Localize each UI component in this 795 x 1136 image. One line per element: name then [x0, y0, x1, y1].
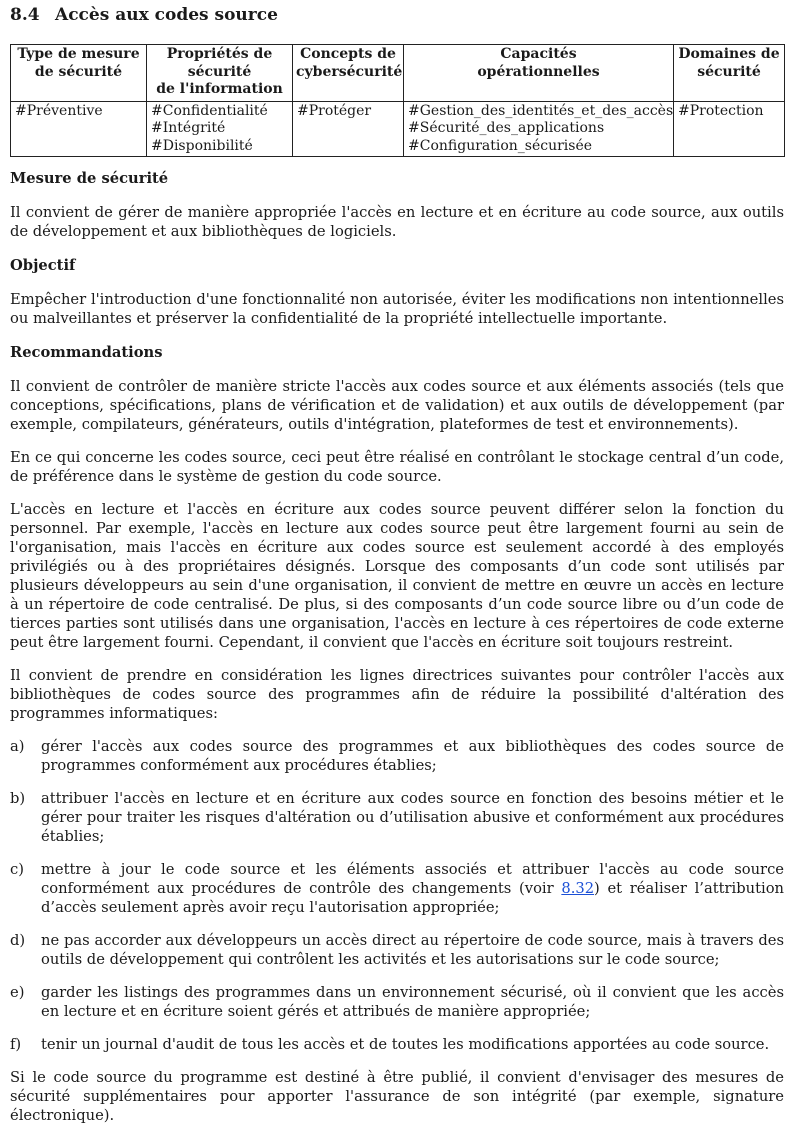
list-item — [10, 1035, 784, 1054]
list-marker: c) — [10, 861, 24, 878]
list-item-text: mettre à jour le code source et les éléments associés et attribuer l'accès au code source conformément aux procédures de contrôle des changements (voir 8.32) et réaliser l’attribution d’accès seulement après avoir reçu l'autorisation appropriée; — [41, 861, 784, 916]
list-item-text: tenir un journal d'audit de tous les accès et de toutes les modifications apportées au code source. — [41, 1036, 770, 1053]
header-security-properties: Propriétés de sécurité de l'information — [147, 45, 293, 102]
list-item — [10, 789, 784, 846]
objectif-text: Empêcher l'introduction d'une fonctionnalité non autorisée, éviter les modifications non intentionnelles ou malveillantes et préserver la confidentialité de la propriété intellectuelle importante. — [10, 291, 784, 327]
list-item-text: ne pas accorder aux développeurs un accès direct au répertoire de code source, mais à travers des outils de développement qui contrôlent les activités et les autorisations sur le code source; — [41, 932, 784, 968]
objectif-heading: Objectif — [10, 257, 76, 274]
list-marker: f) — [10, 1036, 22, 1053]
section-title: Accès aux codes source — [55, 5, 278, 25]
list-marker: e) — [10, 984, 25, 1001]
cell-control-type: #Préventive — [11, 101, 147, 157]
recommandations-paragraph: En ce qui concerne les codes source, ceci peut être réalisé en contrôlant le stockage central d’un code, de préférence dans le système de gestion du code source. — [10, 449, 784, 485]
list-marker: a) — [10, 738, 25, 755]
header-cybersecurity-concepts: Concepts de cybersécurité — [293, 45, 404, 102]
header-control-type: Type de mesure de sécurité — [11, 45, 147, 102]
cell-security-properties: #Confidentialité #Intégrité #Disponibilité — [147, 101, 293, 157]
mesure-text: Il convient de gérer de manière appropriée l'accès en lecture et en écriture au code source, aux outils de développement et aux bibliothèques de logiciels. — [10, 204, 784, 240]
list-marker: b) — [10, 790, 26, 807]
recommandations-paragraph: L'accès en lecture et l'accès en écriture aux codes source peuvent différer selon la fonction du personnel. Par exemple, l'accès en lecture aux codes source peut être largement fourni au sein de l'organisation, mais l'accès en écriture aux codes source est seulement accordé à des employés privilégiés ou à des propriétaires désignés. Lorsque des composants d’un code sont utilisés par plusieurs développeurs au sein d'une organisation, il convient de mettre en œuvre un accès en lecture à un répertoire de code centralisé. De plus, si des composants d’un code source libre ou d’un code de tierces parties sont utilisés dans une organisation, l'accès en lecture à ces répertoires de code externe peut être largement fourni. Cependant, il convient que l'accès en écriture soit toujours restreint. — [10, 501, 784, 651]
header-operational-capabilities: Capacités opérationnelles — [404, 45, 674, 102]
mesure-heading: Mesure de sécurité — [10, 170, 169, 187]
cell-operational-capabilities: #Gestion_des_identités_et_des_accès #Sécurité_des_applications #Configuration_sécurisée — [404, 101, 674, 157]
list-item — [10, 931, 784, 969]
list-item — [10, 860, 784, 917]
cell-security-domains: #Protection — [674, 101, 785, 157]
list-item — [10, 983, 784, 1021]
list-item-text: gérer l'accès aux codes source des programmes et aux bibliothèques des codes source de programmes conformément aux procédures établies; — [41, 738, 784, 774]
list-marker: d) — [10, 932, 26, 949]
cell-cybersecurity-concepts: #Protéger — [293, 101, 404, 157]
table-header-row — [11, 45, 785, 102]
recommandations-paragraph: Il convient de contrôler de manière stricte l'accès aux codes source et aux éléments associés (tels que conceptions, spécifications, plans de vérification et de validation) et aux outils de développement (par exemple, compilateurs, générateurs, outils d'intégration, plateformes de test et environnements). — [10, 378, 784, 433]
section-number: 8.4 — [10, 5, 40, 25]
closing-paragraph: Si le code source du programme est destiné à être publié, il convient d'envisager des mesures de sécurité supplémentaires pour apporter l'assurance de son intégrité (par exemple, signature électronique). — [10, 1069, 784, 1124]
list-item-text: attribuer l'accès en lecture et en écriture aux codes source en fonction des besoins métier et le gérer pour traiter les risques d'altération ou d’utilisation abusive et conformément aux procédures établies; — [41, 790, 784, 845]
recommandations-paragraph: Il convient de prendre en considération les lignes directrices suivantes pour contrôler l'accès aux bibliothèques de codes source des programmes afin de réduire la possibilité d'altération des programmes informatiques: — [10, 667, 784, 722]
section-heading — [10, 6, 784, 28]
clause-link-8-32[interactable]: 8.32 — [561, 880, 595, 897]
recommandations-heading: Recommandations — [10, 344, 163, 361]
table-row — [11, 101, 785, 157]
attributes-table — [10, 44, 785, 157]
header-security-domains: Domaines de sécurité — [674, 45, 785, 102]
list-item — [10, 737, 784, 775]
list-item-text: garder les listings des programmes dans un environnement sécurisé, où il convient que les accès en lecture et en écriture soient gérés et attribués de manière appropriée; — [41, 984, 784, 1020]
